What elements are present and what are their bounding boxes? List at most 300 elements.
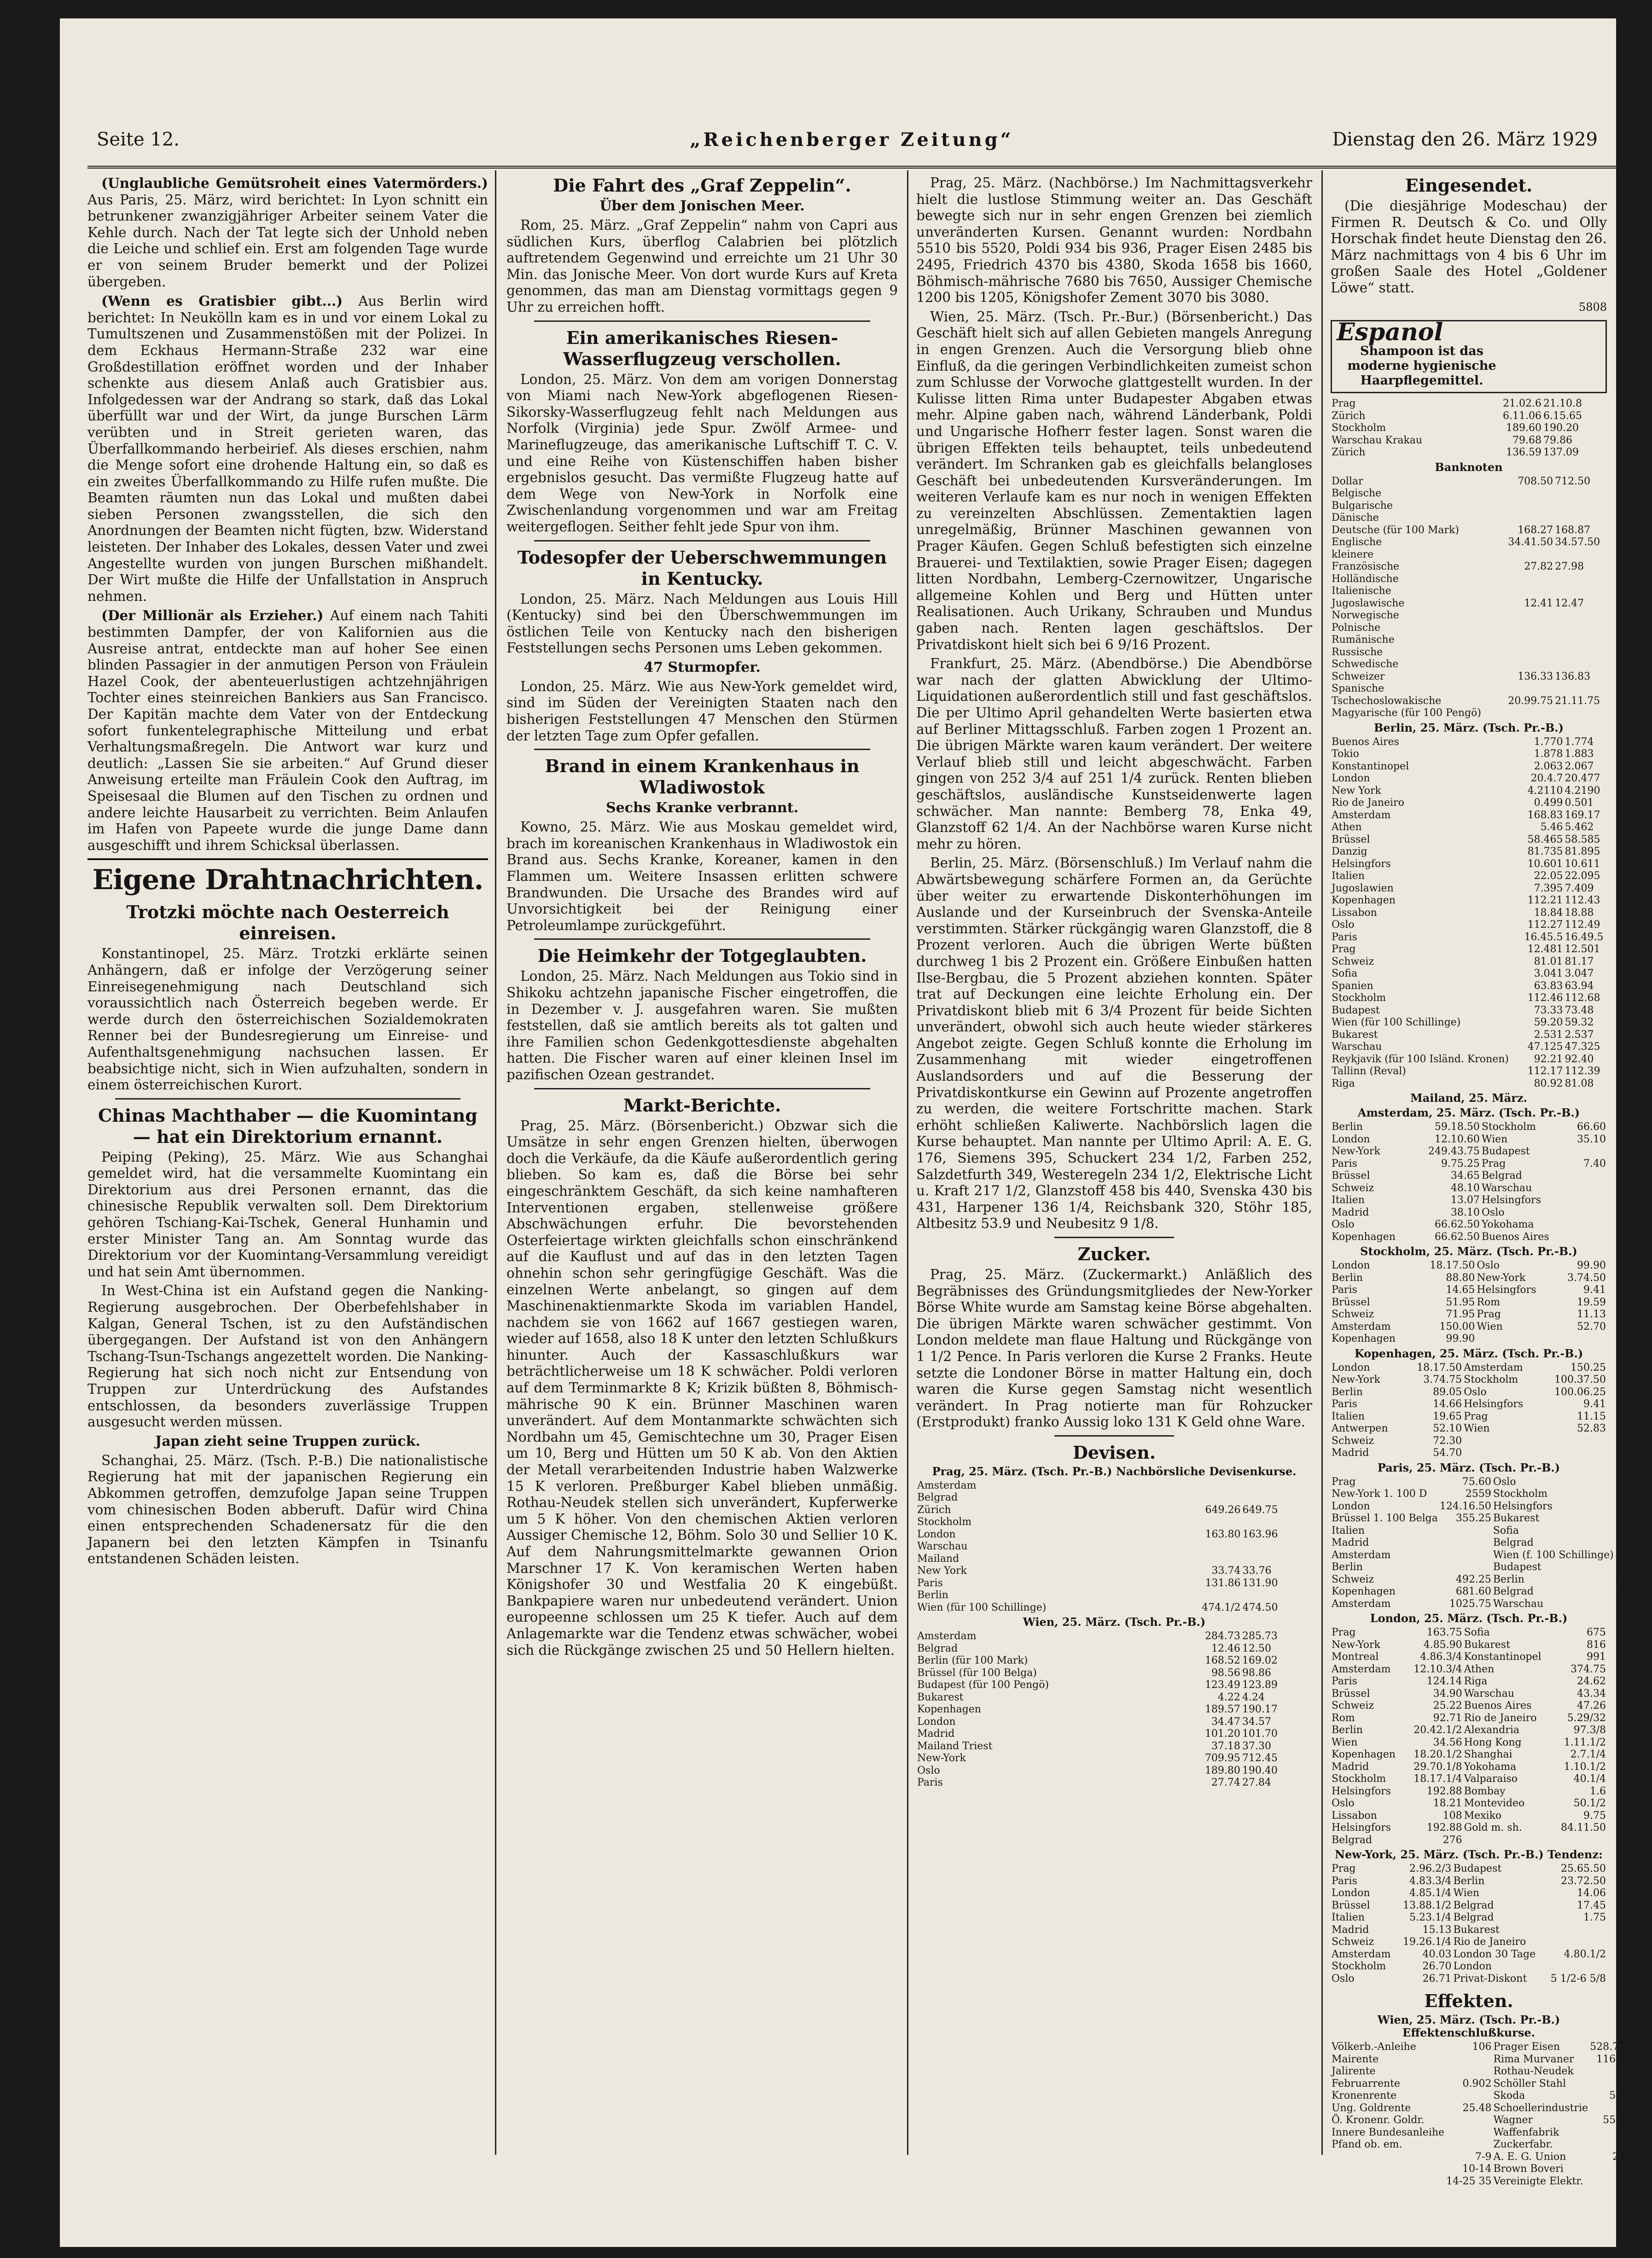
- section-headline: Markt-Berichte.: [623, 1094, 781, 1116]
- row-value: 1025.75: [1449, 1598, 1491, 1610]
- row-value: 14.65: [1446, 1284, 1475, 1296]
- article-headline: Die Heimkehr der Totgeglaubten.: [537, 945, 867, 966]
- row-value: 11.13: [1577, 1309, 1606, 1321]
- row-value: 18.84: [1534, 907, 1563, 919]
- table-row: [1331, 919, 1607, 931]
- row-value: 5.23.1/4: [1409, 1912, 1452, 1924]
- table-caption: Amsterdam, 25. März. (Tsch. Pr.-B.): [1357, 1106, 1580, 1120]
- row-value: [1589, 2102, 1626, 2115]
- row-label: Oslo: [1332, 1219, 1355, 1231]
- row-value: 52.70: [1577, 1321, 1606, 1333]
- row-label: [1242, 1589, 1312, 1602]
- column-3: [916, 175, 1312, 2155]
- row-label: Berlin: [1493, 1573, 1524, 1585]
- article-headline: Chinas Machthaber — die Kuomintang — hat ein Direktorium ernannt.: [98, 1105, 477, 1147]
- news-item: [87, 607, 488, 854]
- row-label: 137.09: [1543, 447, 1579, 459]
- row-label: 47.325: [1565, 1041, 1600, 1053]
- row-label: Kopenhagen: [1332, 1333, 1396, 1345]
- row-label: Oslo: [1481, 1206, 1505, 1218]
- row-label: Lissabon: [1332, 907, 1377, 919]
- table-row: [916, 1655, 1312, 1667]
- table-row: [1331, 968, 1607, 980]
- row-label: New York: [1332, 785, 1381, 797]
- row-label: Norwegische: [1332, 610, 1399, 622]
- row-label: Stockholm: [917, 1516, 972, 1528]
- row-label: 1.883: [1565, 748, 1594, 760]
- table-row: [916, 1565, 1312, 1577]
- row-label: Bulgarische: [1332, 500, 1393, 512]
- row-value: [1568, 1219, 1607, 1231]
- row-value: 5 1/2-6 5/8: [1550, 1973, 1606, 1984]
- row-value: 9.75: [1583, 1810, 1606, 1822]
- row-label: Brüssel: [1332, 833, 1370, 845]
- table-row: [1331, 1749, 1607, 1761]
- row-label: Wien: [1453, 1887, 1479, 1899]
- article-text: London, 25. März. Wie aus New-York gemeldet wird, sind im Süden der Vereinigten Staaten nach den bisherigen Feststellungen 47 Menschen den Stürmen der letzten Tage zum Opfer gefallen.: [506, 678, 898, 744]
- row-label: Yokohama: [1481, 1219, 1534, 1231]
- row-value: [1544, 1961, 1607, 1973]
- market-report: Frankfurt, 25. März. (Abendbörse.) Die Abendbörse war nach der glatten Abwicklung der Ultimo-Liquidationen außerordentlich still und fast geschäftslos. Die per Ultimo April gehandelten Werte basierten etwa auf Berliner Mittagsschluß. Farben zogen 1 Prozent an. Die übrigen Märkte waren kaum verändert. Der weitere Verlauf blieb still und leicht abgeschwächt. Farben gingen von 252 3/4 auf 251 1/4 zurück. Renten blieben geschäftslos, ausländische Kunstseidenwerte lagen schwächer. Man nannte: Bemberg 78, Enka 49, Glanzstoff 62 1/4. An der Nachbörse waren Kurse nicht mehr zu hören.: [916, 656, 1312, 852]
- row-label: Stockholm: [1464, 1374, 1518, 1386]
- row-label: Paris: [917, 1777, 943, 1789]
- row-label: Wien: [1481, 1133, 1508, 1145]
- row-label: 81.08: [1565, 1077, 1594, 1089]
- row-value: [1501, 500, 1554, 512]
- row-label: London: [1332, 1500, 1370, 1512]
- column-2: [506, 175, 898, 2155]
- row-value: 43.34: [1577, 1688, 1606, 1699]
- row-label: Bukarest: [1493, 1513, 1540, 1525]
- row-label: [1554, 622, 1607, 634]
- row-label: Buenos Aires: [1481, 1231, 1549, 1243]
- divider: [534, 749, 870, 750]
- row-label: Budapest (für 100 Pengö): [917, 1679, 1049, 1691]
- row-value: 683.25: [1615, 1476, 1651, 1488]
- row-label: Schweiz: [1332, 955, 1374, 967]
- row-value: 52.83: [1577, 1423, 1606, 1435]
- divider: [534, 540, 870, 541]
- row-label: Schoellerindustrie: [1493, 2102, 1588, 2114]
- table-row: [916, 1765, 1312, 1777]
- row-value: 4.83.3/4: [1409, 1875, 1452, 1887]
- row-value: 18.20.1/2: [1414, 1749, 1462, 1761]
- row-label: [1554, 610, 1607, 622]
- table-row: [1331, 736, 1607, 749]
- row-value: 40.03: [1422, 1948, 1452, 1960]
- row-label: 22.095: [1565, 870, 1600, 882]
- table-row: [1331, 1688, 1607, 1700]
- row-label: Madrid: [1332, 1447, 1369, 1459]
- table-row: [916, 1692, 1312, 1704]
- row-label: 474.50: [1242, 1601, 1278, 1613]
- row-label: Berlin: [1453, 1875, 1485, 1887]
- row-label: Brüssel: [1332, 1296, 1370, 1308]
- row-label: 136.83: [1555, 670, 1591, 682]
- row-value: 80.92: [1534, 1077, 1563, 1089]
- row-label: Brüssel: [1332, 1170, 1370, 1182]
- row-value: 92.21: [1534, 1053, 1563, 1065]
- row-label: Kopenhagen: [917, 1704, 981, 1716]
- table-row: [1331, 1834, 1607, 1847]
- row-value: 492.25: [1455, 1573, 1491, 1585]
- row-label: Belgrad: [1481, 1170, 1522, 1182]
- row-label: Völkerb.-Anleihe: [1332, 2041, 1416, 2053]
- row-label: Amsterdam: [917, 1479, 977, 1491]
- table-row: [1331, 992, 1607, 1005]
- row-value: 19.26.1/4: [1403, 1936, 1452, 1948]
- table-row: [1331, 512, 1607, 524]
- row-value: [1445, 2090, 1492, 2102]
- article-text: London, 25. März. Von dem am vorigen Donnerstag von Miami nach New-York abgeflogenen Riesen-Sikorsky-Wasserflugzeug fehlt nach Meldungen aus Norfolk (Virginia) jede Spur. Zwölf Armee- und Marineflugzeuge, das amerikanische Luftschiff T. C. V. und eine Reihe von Küstenschiffen haben bisher ergebnislos gesucht. Das vermißte Flugzeug hatte auf dem Wege von New-York in Norfolk eine Zwischenlandung vorgenommen und war am Freitag weitergeflogen. Seither fehlt jede Spur von ihm.: [506, 371, 898, 535]
- row-label: Warschau Krakau: [1332, 434, 1423, 446]
- market-report: Prag, 25. März. (Nachbörse.) Im Nachmittagsverkehr hielt die lustlose Stimmung weiter an. Das Geschäft bewegte sich nur in sehr engen Grenzen bei ziemlich unveränderten Kursen. Genannt wurden: Nordbahn 5510 bis 5520, Poldi 934 bis 936, Prager Eisen 2485 bis 2495, Friedrich 4370 bis 4380, Skoda 1658 bis 1660, Böhmisch-mährische 7680 bis 7650, Aussiger Chemische 1200 bis 1205, Königshofer Zement 3070 bis 3080.: [916, 175, 1312, 306]
- row-label: [1554, 585, 1607, 598]
- table-row: [916, 1643, 1312, 1655]
- table-row: [916, 1777, 1312, 1789]
- row-label: Hong Kong: [1464, 1736, 1522, 1748]
- table-row: [1331, 1761, 1607, 1774]
- row-label: London: [1332, 1260, 1370, 1272]
- table-row: [1331, 561, 1607, 573]
- row-label: 2.537: [1565, 1029, 1594, 1041]
- row-label: London 30 Tage: [1453, 1948, 1536, 1960]
- row-label: Danzig: [1332, 846, 1367, 858]
- row-value: 66.62.50: [1434, 1219, 1480, 1231]
- row-value: 14-25 35: [1446, 2175, 1492, 2187]
- row-label: Französische: [1332, 561, 1400, 573]
- section-headline: Eingesendet.: [1405, 175, 1533, 196]
- table-row: [1331, 2066, 1626, 2078]
- row-label: Oslo: [1332, 1973, 1355, 1984]
- row-label: Helsingfors: [1493, 1500, 1553, 1512]
- row-label: Warschau: [1481, 1182, 1532, 1194]
- row-value: 9.75.25: [1441, 1158, 1480, 1170]
- row-label: 37.30: [1242, 1740, 1271, 1752]
- row-label: New-York: [1332, 1374, 1380, 1386]
- row-value: 108: [1443, 1810, 1462, 1822]
- table-row: [1331, 943, 1607, 956]
- row-label: [1463, 1834, 1553, 1847]
- row-value: 112.21: [1527, 895, 1563, 907]
- row-value: 89.05: [1433, 1386, 1462, 1398]
- row-label: Amsterdam: [1332, 1549, 1391, 1561]
- row-label: [1242, 1553, 1312, 1565]
- row-label: 4.24: [1242, 1691, 1265, 1703]
- row-label: Holländische: [1332, 573, 1399, 585]
- news-item-heading: (Wenn es Gratisbier gibt...): [101, 293, 343, 309]
- row-value: 7-9: [1475, 2151, 1492, 2163]
- row-label: Februarrente: [1332, 2078, 1401, 2089]
- row-label: Budapest: [1332, 1004, 1380, 1016]
- row-label: Stockholm: [1332, 422, 1386, 434]
- row-value: 26.71: [1422, 1973, 1452, 1984]
- table-row: [1331, 2114, 1626, 2127]
- table-row: [1331, 1476, 1652, 1489]
- table-row: [1331, 1900, 1607, 1912]
- row-label: Berlin: [1332, 1561, 1363, 1573]
- row-label: Schweiz: [1332, 1435, 1374, 1447]
- row-label: Italien: [1332, 1525, 1365, 1536]
- row-label: Paris: [1332, 1398, 1357, 1410]
- row-value: 48.10: [1450, 1182, 1480, 1194]
- row-label: Oslo: [1493, 1476, 1516, 1488]
- row-label: London: [917, 1528, 956, 1540]
- row-label: 10.611: [1565, 858, 1600, 870]
- row-label: 27.84: [1242, 1777, 1271, 1789]
- table-row: [1331, 846, 1607, 858]
- row-value: 136.59: [1506, 447, 1541, 459]
- row-value: 675: [1587, 1627, 1606, 1639]
- row-label: 712.50: [1555, 475, 1591, 487]
- row-label: Sofia: [1493, 1525, 1519, 1536]
- row-value: [1553, 1834, 1607, 1847]
- article-headline: Trotzki möchte nach Oesterreich einreisen.: [126, 902, 449, 944]
- row-value: 4.85.90: [1423, 1639, 1462, 1651]
- table-row: [1331, 1194, 1607, 1207]
- row-label: Oslo: [1464, 1386, 1487, 1398]
- article-text: In West-China ist ein Aufstand gegen die Nanking-Regierung ausgebrochen. Der Oberbefehlshaber in Kalgan, General Tschen, ist zu den Aufständischen übergegangen. Der Aufstand ist von den Anhängern Tschang-Tsun-Tschangs angezettelt worden. Die Nanking-Regierung hat sich noch nicht zur Entsendung von Truppen zur Unterdrückung des Aufstandes entschlossen, da besonders zuverlässige Truppen ausgesucht werden müssen.: [87, 1283, 488, 1430]
- row-label: Riga: [1464, 1676, 1488, 1688]
- row-value: 1.878: [1534, 748, 1563, 760]
- row-value: 5.9: [1609, 2090, 1626, 2102]
- row-value: [1568, 1194, 1607, 1207]
- table-row: [916, 1541, 1312, 1553]
- table-row: [1331, 2102, 1626, 2115]
- table-row: [1331, 1773, 1607, 1786]
- row-value: [1439, 1561, 1492, 1574]
- row-value: [1615, 1537, 1652, 1549]
- berlin-rates-table: [1331, 736, 1607, 1090]
- table-row: [1331, 2127, 1626, 2139]
- row-value: [1589, 2176, 1626, 2188]
- row-value: 66.62.50: [1434, 1231, 1480, 1243]
- row-value: 4.22: [1217, 1691, 1240, 1703]
- row-label: London: [1453, 1961, 1492, 1973]
- row-value: [1501, 585, 1554, 598]
- row-label: Schweiz: [1332, 1182, 1374, 1194]
- row-value: 27.82: [1524, 561, 1553, 573]
- row-value: 112.27: [1527, 919, 1563, 931]
- row-label: Schweiz: [1332, 1573, 1374, 1585]
- row-value: [1568, 1146, 1607, 1158]
- row-label: Helsingfors: [1332, 1822, 1391, 1834]
- row-label: New-York: [1332, 1146, 1380, 1158]
- row-label: 6.15.65: [1543, 410, 1582, 422]
- table-row: [1331, 573, 1607, 586]
- table-row: [1331, 707, 1607, 720]
- row-label: Bukarest: [1464, 1639, 1511, 1651]
- table-row: [1331, 1525, 1652, 1537]
- row-value: 3.74.50: [1567, 1272, 1606, 1284]
- row-label: 12.50: [1242, 1642, 1271, 1654]
- row-value: 40.1/4: [1573, 1773, 1606, 1785]
- table-row: [1331, 1207, 1607, 1219]
- table-row: [1331, 1561, 1652, 1574]
- table-row: [1331, 1863, 1607, 1875]
- row-label: Bukarest: [1332, 1029, 1378, 1041]
- row-value: [1568, 1170, 1607, 1182]
- table-row: [1331, 1017, 1607, 1029]
- row-value: 249.43.75: [1428, 1146, 1480, 1158]
- table-row: [1331, 1574, 1652, 1586]
- row-label: Konstantinopel: [1332, 760, 1409, 772]
- row-value: 100.37.50: [1554, 1374, 1606, 1386]
- row-value: 4.85.1/4: [1409, 1887, 1452, 1899]
- row-value: 168.52: [1204, 1655, 1240, 1667]
- row-value: [1445, 2139, 1492, 2151]
- row-label: [1554, 488, 1607, 500]
- column-rule: [495, 170, 496, 2155]
- row-label: Paris: [1332, 931, 1357, 943]
- row-value: 10.601: [1527, 858, 1563, 870]
- table-row: [1331, 1297, 1607, 1309]
- row-label: Helsingfors: [1332, 858, 1391, 870]
- table-row: [1331, 2151, 1626, 2164]
- table-row: [1331, 1231, 1607, 1244]
- row-label: 4.2190: [1565, 785, 1600, 797]
- row-label: Wien (für 100 Schillinge): [917, 1601, 1047, 1613]
- row-value: 98.56: [1211, 1667, 1240, 1679]
- rates-table: [1331, 398, 1607, 459]
- row-label: Jugoslawien: [1332, 882, 1394, 894]
- table-row: [1331, 1724, 1607, 1737]
- row-label: Innere Bundesanleihe: [1332, 2126, 1445, 2138]
- table-row: [916, 1667, 1312, 1680]
- row-label: Madrid: [1332, 1537, 1369, 1549]
- row-label: Mailand Triest: [917, 1740, 993, 1752]
- row-label: Buenos Aires: [1464, 1700, 1532, 1712]
- row-value: 12.46: [1211, 1642, 1240, 1654]
- row-value: 189.57: [1204, 1704, 1240, 1716]
- row-label: [1242, 1492, 1312, 1504]
- row-label: Wagner: [1493, 2114, 1533, 2126]
- row-value: 150.25: [1571, 1362, 1606, 1373]
- row-label: Helsingfors: [1332, 1785, 1391, 1797]
- column-rule: [907, 170, 908, 2155]
- row-value: 2559: [1465, 1488, 1491, 1500]
- amsterdam-rates-table: [1331, 1121, 1607, 1243]
- row-label: 33.76: [1242, 1565, 1272, 1577]
- table-row: [1331, 870, 1607, 883]
- row-label: Prag: [1332, 1863, 1356, 1875]
- row-label: [1463, 1447, 1540, 1460]
- row-value: 124.14: [1426, 1676, 1462, 1688]
- row-label: Bukarest: [917, 1691, 964, 1703]
- row-value: 54.70: [1433, 1447, 1462, 1459]
- divider: [534, 938, 870, 940]
- table-row: [1331, 634, 1607, 646]
- row-value: 15.13: [1422, 1924, 1452, 1936]
- row-value: [1501, 512, 1554, 524]
- row-label: [1242, 1541, 1312, 1553]
- row-label: Prager Eisen: [1493, 2041, 1560, 2053]
- article-text: Peiping (Peking), 25. März. Wie aus Schanghai gemeldet wird, hat die versammelte Kuomintang ein Direktorium aus drei Personen ernannt, das die chinesische Republik verwalten soll. Dem Direktorium gehören Tschiang-Kai-Tschek, General Hunhamin und erster Minister Tang an. Am Sonntag wurde das Direktorium vor der Kuomintang-Versammlung vereidigt und hat sein Amt übernommen.: [87, 1149, 488, 1280]
- row-value: 9.41: [1583, 1398, 1606, 1410]
- row-label: New-York 1. 100 D: [1332, 1488, 1427, 1500]
- row-label: Athen: [1464, 1663, 1495, 1675]
- row-value: 14.66: [1433, 1398, 1462, 1410]
- page-number: Seite 12.: [97, 129, 180, 150]
- row-value: 528.75: [1590, 2041, 1626, 2053]
- row-label: Rio de Janeiro: [1332, 797, 1404, 809]
- row-value: 0.902: [1462, 2078, 1492, 2089]
- row-value: 25.65.50: [1561, 1863, 1606, 1875]
- column-rule: [1321, 170, 1323, 2155]
- row-label: 63.94: [1565, 980, 1594, 992]
- row-label: 79.86: [1543, 434, 1572, 446]
- row-label: Warschau: [1332, 1041, 1382, 1053]
- row-label: 3.047: [1565, 968, 1594, 980]
- row-label: Bukarest: [1453, 1924, 1500, 1936]
- table-row: [1331, 1386, 1607, 1399]
- row-label: Zürich: [1332, 410, 1366, 422]
- table-row: [1331, 931, 1607, 944]
- column-4: [1331, 175, 1651, 2187]
- table-row: [1331, 1598, 1652, 1611]
- article-text: Schanghai, 25. März. (Tsch. P.-B.) Die nationalistische Regierung hat mit der japanischen Regierung ein Abkommen getroffen, demzufolge Japan seine Truppen vom chinesischen Boden abberuft. Dafür wird China einen entsprechenden Schadenersatz für die den Japanern bei den letzten Kämpfen in Tsinanfu entstandenen Schäden leisten.: [87, 1452, 488, 1567]
- row-value: 71.95: [1446, 1309, 1475, 1321]
- market-report: Berlin, 25. März. (Börsenschluß.) Im Verlauf nahm die Abwärtsbewegung schärfere Formen an, da Gerüchte über weiter zu erwartende Diskonterhöhungen im Auslande und der Kurseinbruch der Svenska-Anteile verstimmten. Stärker rückgängig waren Glanzstoff, die 8 Prozent verloren. Auch die übrigen Werte büßten durchweg 1 bis 2 Prozent ein. Größere Einbußen hatten Ilse-Bergbau, die 5 Prozent abziehen konnten. Später trat auf Deckungen eine leichte Erholung ein. Der Privatdiskont blieb mit 6 3/4 Prozent für beide Sichten unverändert, obwohl sich auch heute wieder stärkeres Angebot zeigte. Gegen Schluß konnte die Erholung im Zusammenhang mit wieder eingetroffenen Auslandsorders und auf die Besserung der Privatdiskontkurse ein Gewinn auf Prozente angetroffen zu werden, die weitere Fortschritte machen. Stark erhöht schließen Kaliwerte. Nachbörslich lagen die Kurse behauptet. Man nannte per Ultimo April: A. E. G. 176, Siemens 395, Schuckert 234 1/2, Farben 252, Salzdetfurth 349, Westeregeln 234 1/2, Elektrische Licht u. Kraft 217 1/2, Glanzstoff 458 bis 440, Svenska 430 bis 431, Harpener 136 1/4, Reichsbank 320, Stöhr 185, Altbesitz 53.9 und Neubesitz 9 1/8.: [916, 855, 1312, 1232]
- row-label: [1554, 683, 1607, 695]
- article-subheadline: Sechs Kranke verbrannt.: [605, 800, 799, 816]
- row-value: [1615, 1501, 1652, 1513]
- row-value: 2.96.2/3: [1409, 1863, 1452, 1875]
- row-value: [1568, 1207, 1607, 1219]
- table-row: [916, 1728, 1312, 1740]
- table-row: [1331, 1875, 1607, 1888]
- newspaper-title: „Reichenberger Zeitung“: [690, 129, 1014, 151]
- row-label: Budapest: [1453, 1863, 1502, 1875]
- row-label: [1554, 646, 1607, 659]
- table-row: [1331, 1664, 1607, 1676]
- row-value: [1164, 1553, 1242, 1565]
- row-label: Prag: [1332, 943, 1356, 955]
- row-label: 190.20: [1543, 422, 1579, 434]
- row-value: 6.11.06: [1502, 410, 1541, 422]
- table-row: [1331, 1676, 1607, 1688]
- row-value: 16.45.5: [1524, 931, 1563, 943]
- row-label: Amsterdam: [1332, 1598, 1391, 1610]
- row-label: Paris: [1332, 1875, 1357, 1887]
- row-label: 1.774: [1565, 736, 1594, 748]
- row-value: 649.26: [1205, 1504, 1241, 1516]
- row-label: Wien: [1464, 1423, 1490, 1435]
- table-row: [1331, 1065, 1607, 1078]
- row-value: [1615, 1488, 1652, 1501]
- table-row: [1331, 1949, 1607, 1961]
- row-label: Paris: [917, 1577, 943, 1589]
- row-value: [1445, 2066, 1492, 2078]
- row-value: 51.95: [1446, 1296, 1475, 1308]
- row-label: Waffenfabrik: [1493, 2126, 1559, 2138]
- table-row: [1331, 2090, 1626, 2102]
- row-label: Magyarische (für 100 Pengö): [1332, 707, 1481, 719]
- divider: [534, 1088, 870, 1089]
- stockholm-rates-table: [1331, 1260, 1607, 1345]
- row-label: 5.462: [1565, 821, 1594, 833]
- row-value: 75.60: [1462, 1476, 1491, 1488]
- row-label: Prag: [1464, 1410, 1488, 1422]
- row-label: Belgrad: [917, 1492, 958, 1504]
- table-row: [1331, 834, 1607, 846]
- table-row: [1331, 1822, 1607, 1834]
- row-label: 58.585: [1565, 833, 1600, 845]
- row-label: Amsterdam: [1332, 809, 1391, 821]
- row-label: Riga: [1332, 1077, 1355, 1089]
- row-label: 169.02: [1242, 1655, 1278, 1667]
- row-value: [1164, 1492, 1242, 1504]
